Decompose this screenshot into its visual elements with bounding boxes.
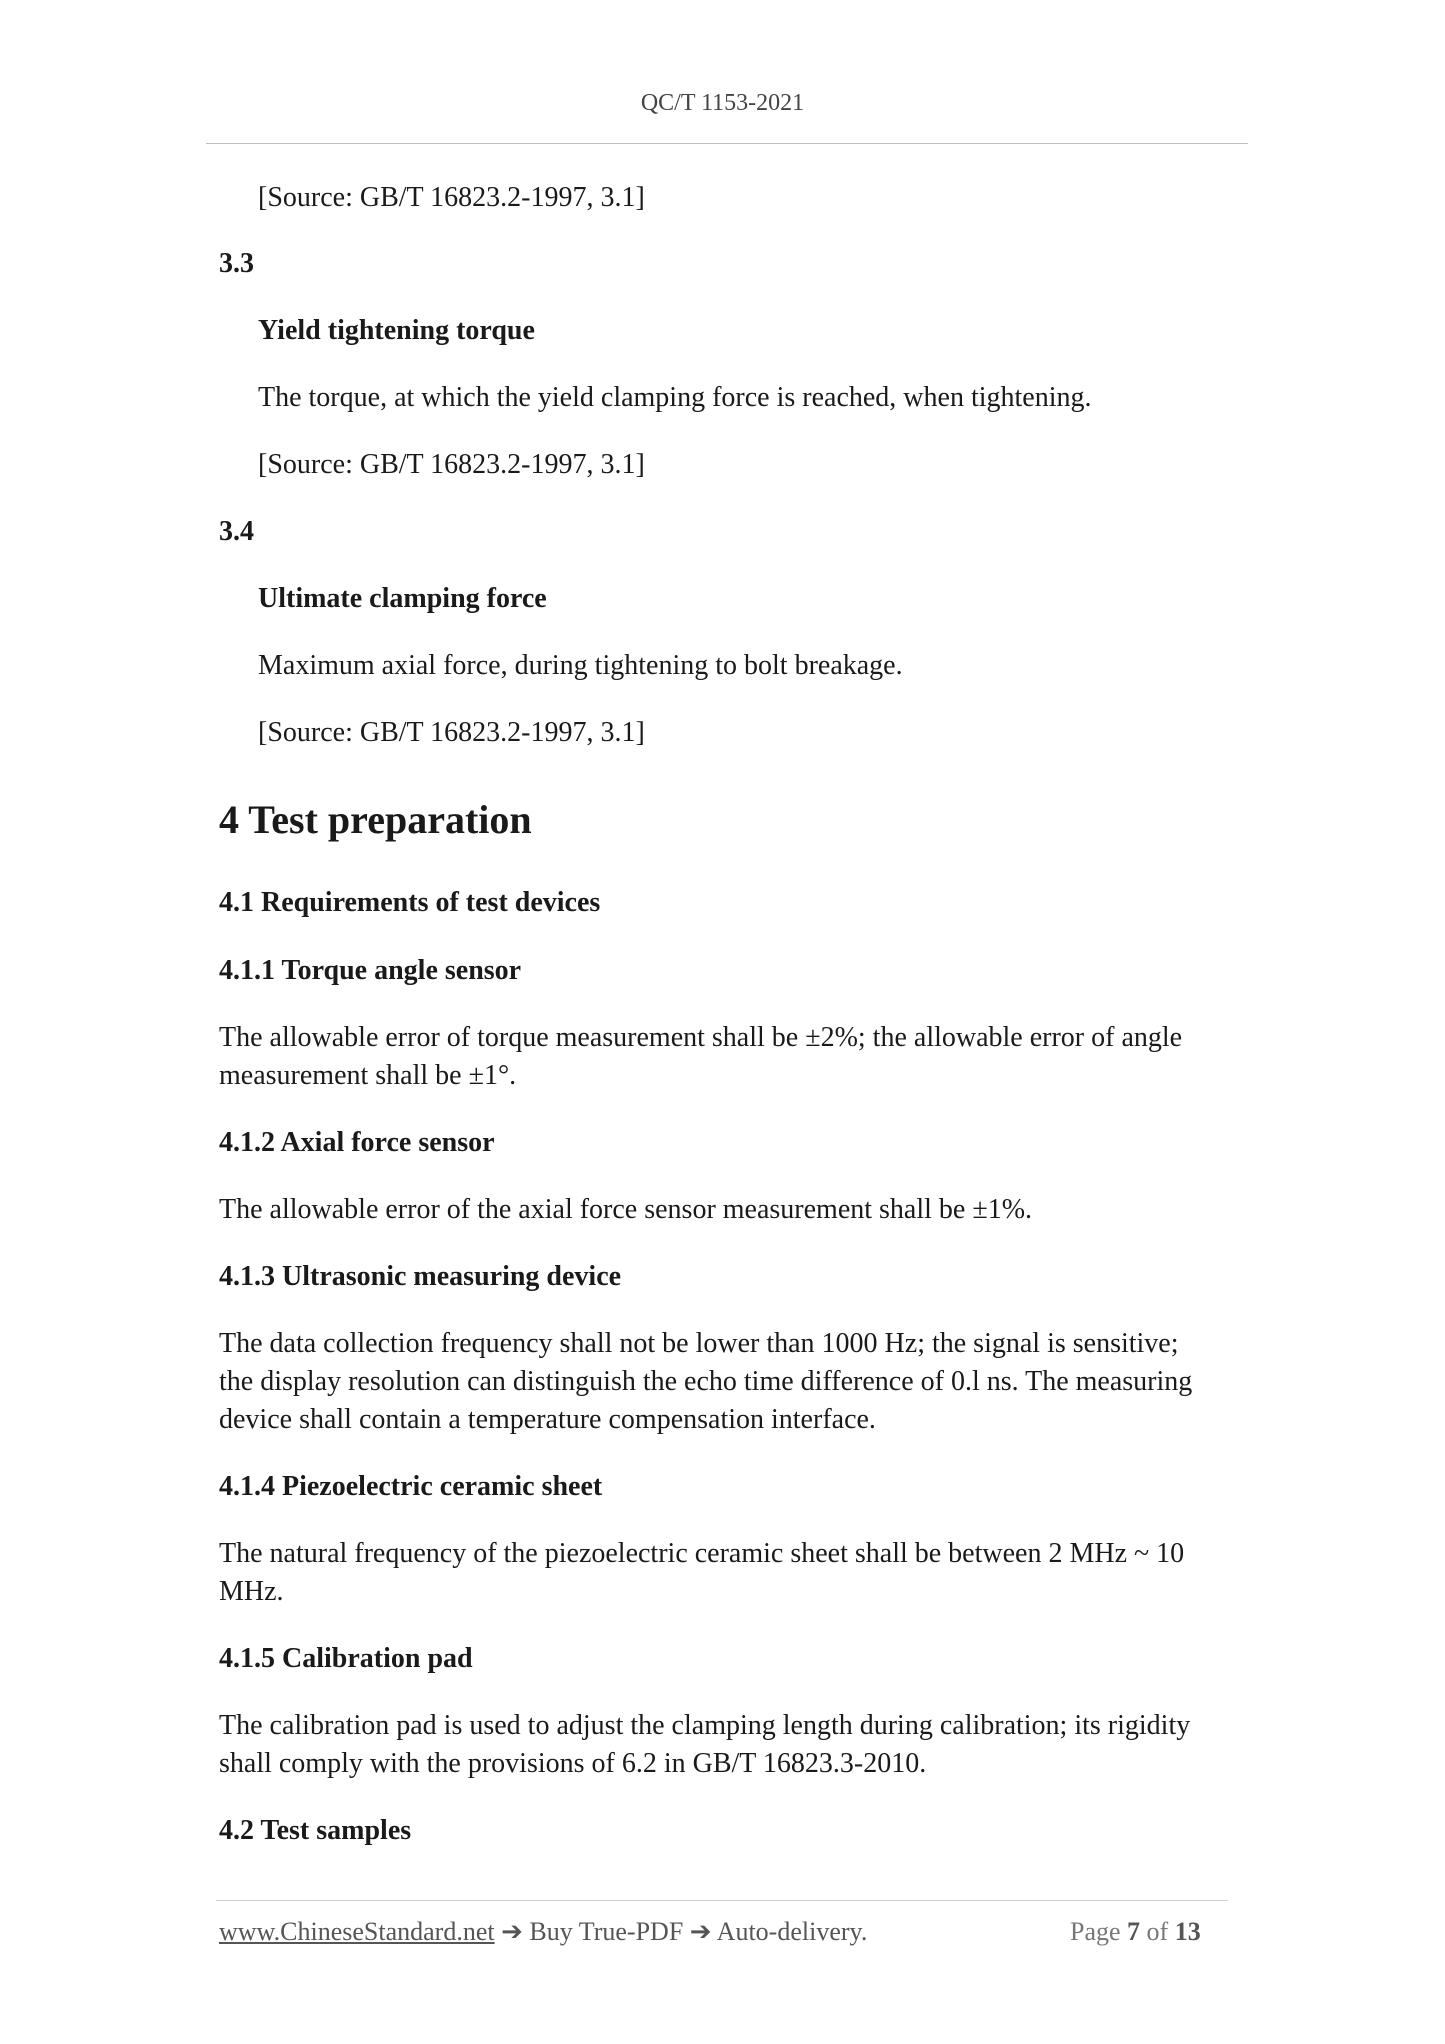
page-label: Page — [1070, 1917, 1121, 1946]
page-current: 7 — [1127, 1917, 1141, 1946]
clause-number: 3.3 — [219, 248, 254, 279]
term-heading: Ultimate clamping force — [258, 583, 547, 614]
paragraph-line: MHz. — [219, 1576, 284, 1607]
page-total: 13 — [1174, 1917, 1201, 1946]
paragraph-line: device shall contain a temperature compensation interface. — [219, 1404, 876, 1435]
subsection-heading: 4.1.4 Piezoelectric ceramic sheet — [219, 1471, 603, 1502]
section-heading: 4 Test preparation — [219, 797, 532, 842]
page-of: of — [1146, 1917, 1169, 1946]
subsection-heading: 4.1.3 Ultrasonic measuring device — [219, 1261, 622, 1292]
paragraph-line: The data collection frequency shall not be lower than 1000 Hz; the signal is sensitive; — [219, 1328, 1179, 1359]
subsection-heading: 4.1.2 Axial force sensor — [219, 1127, 495, 1158]
paragraph-line: the display resolution can distinguish the echo time difference of 0.l ns. The measuring — [219, 1366, 1193, 1397]
clause-number: 3.4 — [219, 516, 254, 547]
source-citation: [Source: GB/T 16823.2-1997, 3.1] — [258, 449, 645, 480]
term-heading: Yield tightening torque — [258, 315, 535, 346]
term-definition: The torque, at which the yield clamping force is reached, when tightening. — [258, 382, 1092, 413]
source-citation: [Source: GB/T 16823.2-1997, 3.1] — [258, 717, 645, 748]
subsection-heading: 4.1.5 Calibration pad — [219, 1643, 473, 1674]
header-divider — [206, 143, 1248, 144]
subsection-heading: 4.1 Requirements of test devices — [219, 887, 601, 918]
paragraph-line: The natural frequency of the piezoelectric ceramic sheet shall be between 2 MHz ~ 10 — [219, 1538, 1185, 1569]
paragraph-line: The allowable error of the axial force sensor measurement shall be ±1%. — [219, 1194, 1033, 1225]
buy-text: Buy True-PDF — [529, 1917, 684, 1946]
arrow-right-icon: ➔ — [501, 1917, 523, 1946]
subsection-heading: 4.1.1 Torque angle sensor — [219, 955, 522, 986]
footer-promo — [219, 1917, 867, 1947]
site-link[interactable]: www.ChineseStandard.net — [219, 1917, 495, 1946]
paragraph-line: The calibration pad is used to adjust the clamping length during calibration; its rigidity — [219, 1710, 1191, 1741]
source-citation: [Source: GB/T 16823.2-1997, 3.1] — [258, 182, 645, 213]
subsection-heading: 4.2 Test samples — [219, 1815, 412, 1846]
header-doc-id: QC/T 1153-2021 — [640, 90, 805, 116]
paragraph-line: The allowable error of torque measurement shall be ±2%; the allowable error of angle — [219, 1022, 1183, 1053]
paragraph-line: shall comply with the provisions of 6.2 in GB/T 16823.3-2010. — [219, 1748, 927, 1779]
arrow-right-icon: ➔ — [689, 1917, 712, 1946]
term-definition: Maximum axial force, during tightening to bolt breakage. — [258, 650, 903, 681]
paragraph-line: measurement shall be ±1°. — [219, 1060, 517, 1091]
delivery-text: Auto-delivery. — [716, 1917, 868, 1946]
footer-divider — [216, 1900, 1228, 1901]
page-number — [1070, 1917, 1201, 1947]
